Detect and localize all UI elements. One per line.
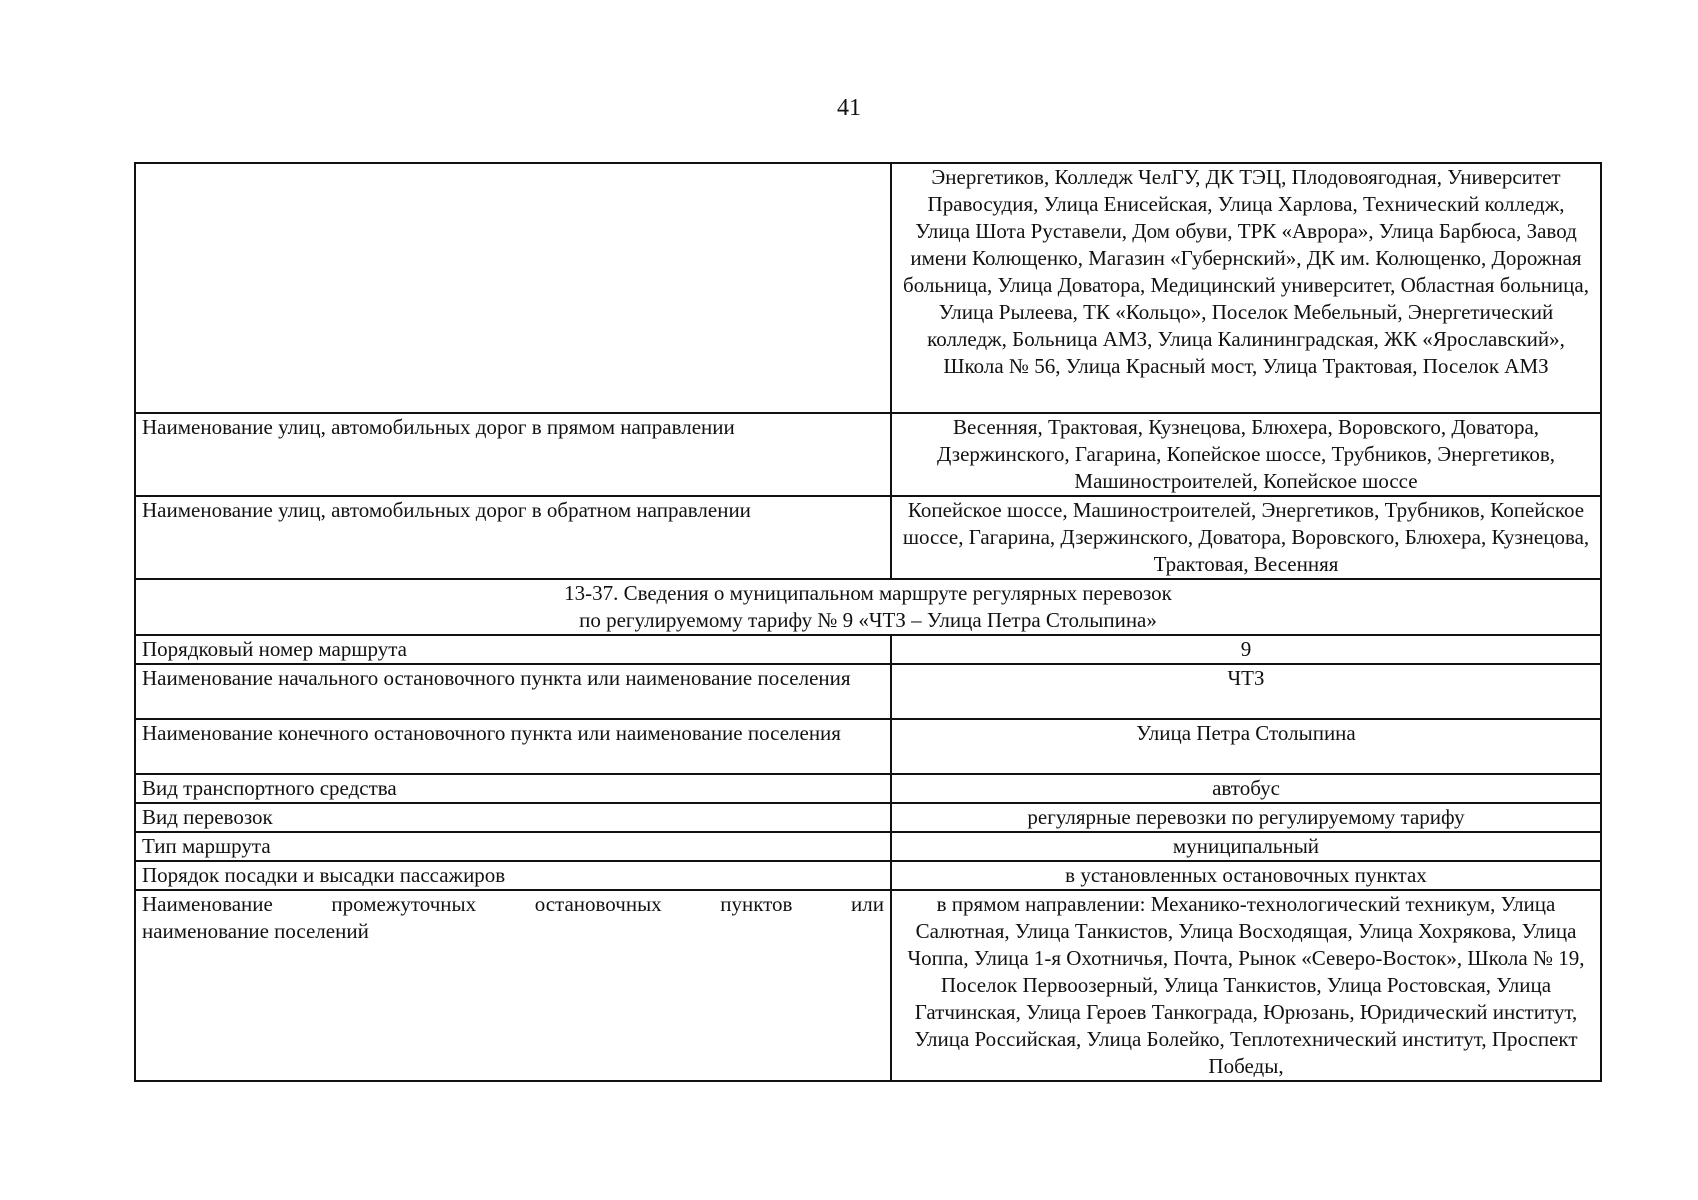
section-title-line: по регулируемому тарифу № 9 «ЧТЗ – Улица Петра Столыпина» [579,608,1157,632]
table-row [135,861,1601,890]
row-label: Наименование улиц, автомобильных дорог в прямом направлении [135,413,891,496]
table-row [135,635,1601,664]
row-label: Наименование улиц, автомобильных дорог в обратном направлении [135,496,891,579]
row-value: в установленных остановочных пунктах [891,861,1601,890]
row-value: Весенняя, Трактовая, Кузнецова, Блюхера, Воровского, Доватора, Дзержинского, Гагарина, Копейское шоссе, Трубников, Энергетиков, Машиностроителей, Копейское шоссе [891,413,1601,496]
row-value: Улица Петра Столыпина [891,719,1601,774]
page-number: 41 [837,95,861,121]
row-label: Тип маршрута [135,832,891,861]
table-row [135,413,1601,496]
row-label: Порядковый номер маршрута [135,635,891,664]
row-value: 9 [891,635,1601,664]
section-header-row [135,579,1601,635]
row-value: регулярные перевозки по регулируемому тарифу [891,803,1601,832]
row-value: Копейское шоссе, Машиностроителей, Энергетиков, Трубников, Копейское шоссе, Гагарина, Дзержинского, Доватора, Воровского, Блюхера, Кузнецова, Трактовая, Весенняя [891,496,1601,579]
section-title [135,579,1601,635]
row-value: автобус [891,774,1601,803]
table-row [135,496,1601,579]
row-label-line: наименование поселений [142,919,369,943]
row-value: ЧТЗ [891,664,1601,719]
section-title-line: 13-37. Сведения о муниципальном маршруте регулярных перевозок [564,581,1172,605]
row-value: муниципальный [891,832,1601,861]
row-label: Вид перевозок [135,803,891,832]
row-label: Наименование начального остановочного пункта или наименование поселения [135,664,891,719]
row-label-line: Наименование промежуточных остановочных пунктов или [142,892,884,916]
row-label [135,163,891,413]
row-label: Наименование конечного остановочного пункта или наименование поселения [135,719,891,774]
row-label: Вид транспортного средства [135,774,891,803]
route-info-table [134,162,1602,1082]
row-label: Порядок посадки и высадки пассажиров [135,861,891,890]
table-row [135,163,1601,413]
table-row [135,664,1601,719]
row-label [135,890,891,1081]
table-row [135,890,1601,1081]
row-value: Энергетиков, Колледж ЧелГУ, ДК ТЭЦ, Плодовоягодная, Университет Правосудия, Улица Енисейская, Улица Харлова, Технический колледж, Улица Шота Руставели, Дом обуви, ТРК «Аврора», Улица Барбюса, Завод имени Колющенко, Магазин «Губернский», ДК им. Колющенко, Дорожная больница, Улица Доватора, Медицинский университет, Областная больница, Улица Рылеева, ТК «Кольцо», Поселок Мебельный, Энергетический колледж, Больница АМЗ, Улица Калининградская, ЖК «Ярославский», Школа № 56, Улица Красный мост, Улица Трактовая, Поселок АМЗ [891,163,1601,413]
table-row [135,803,1601,832]
table-row [135,774,1601,803]
table-row [135,719,1601,774]
table-row [135,832,1601,861]
row-value: в прямом направлении: Механико-технологический техникум, Улица Салютная, Улица Танкистов, Улица Восходящая, Улица Хохрякова, Улица Чоппа, Улица 1-я Охотничья, Почта, Рынок «Северо-Восток», Школа № 19, Поселок Первоозерный, Улица Танкистов, Улица Ростовская, Улица Гатчинская, Улица Героев Танкограда, Юрюзань, Юридический институт, Улица Российская, Улица Болейко, Теплотехнический институт, Проспект Победы, [891,890,1601,1081]
